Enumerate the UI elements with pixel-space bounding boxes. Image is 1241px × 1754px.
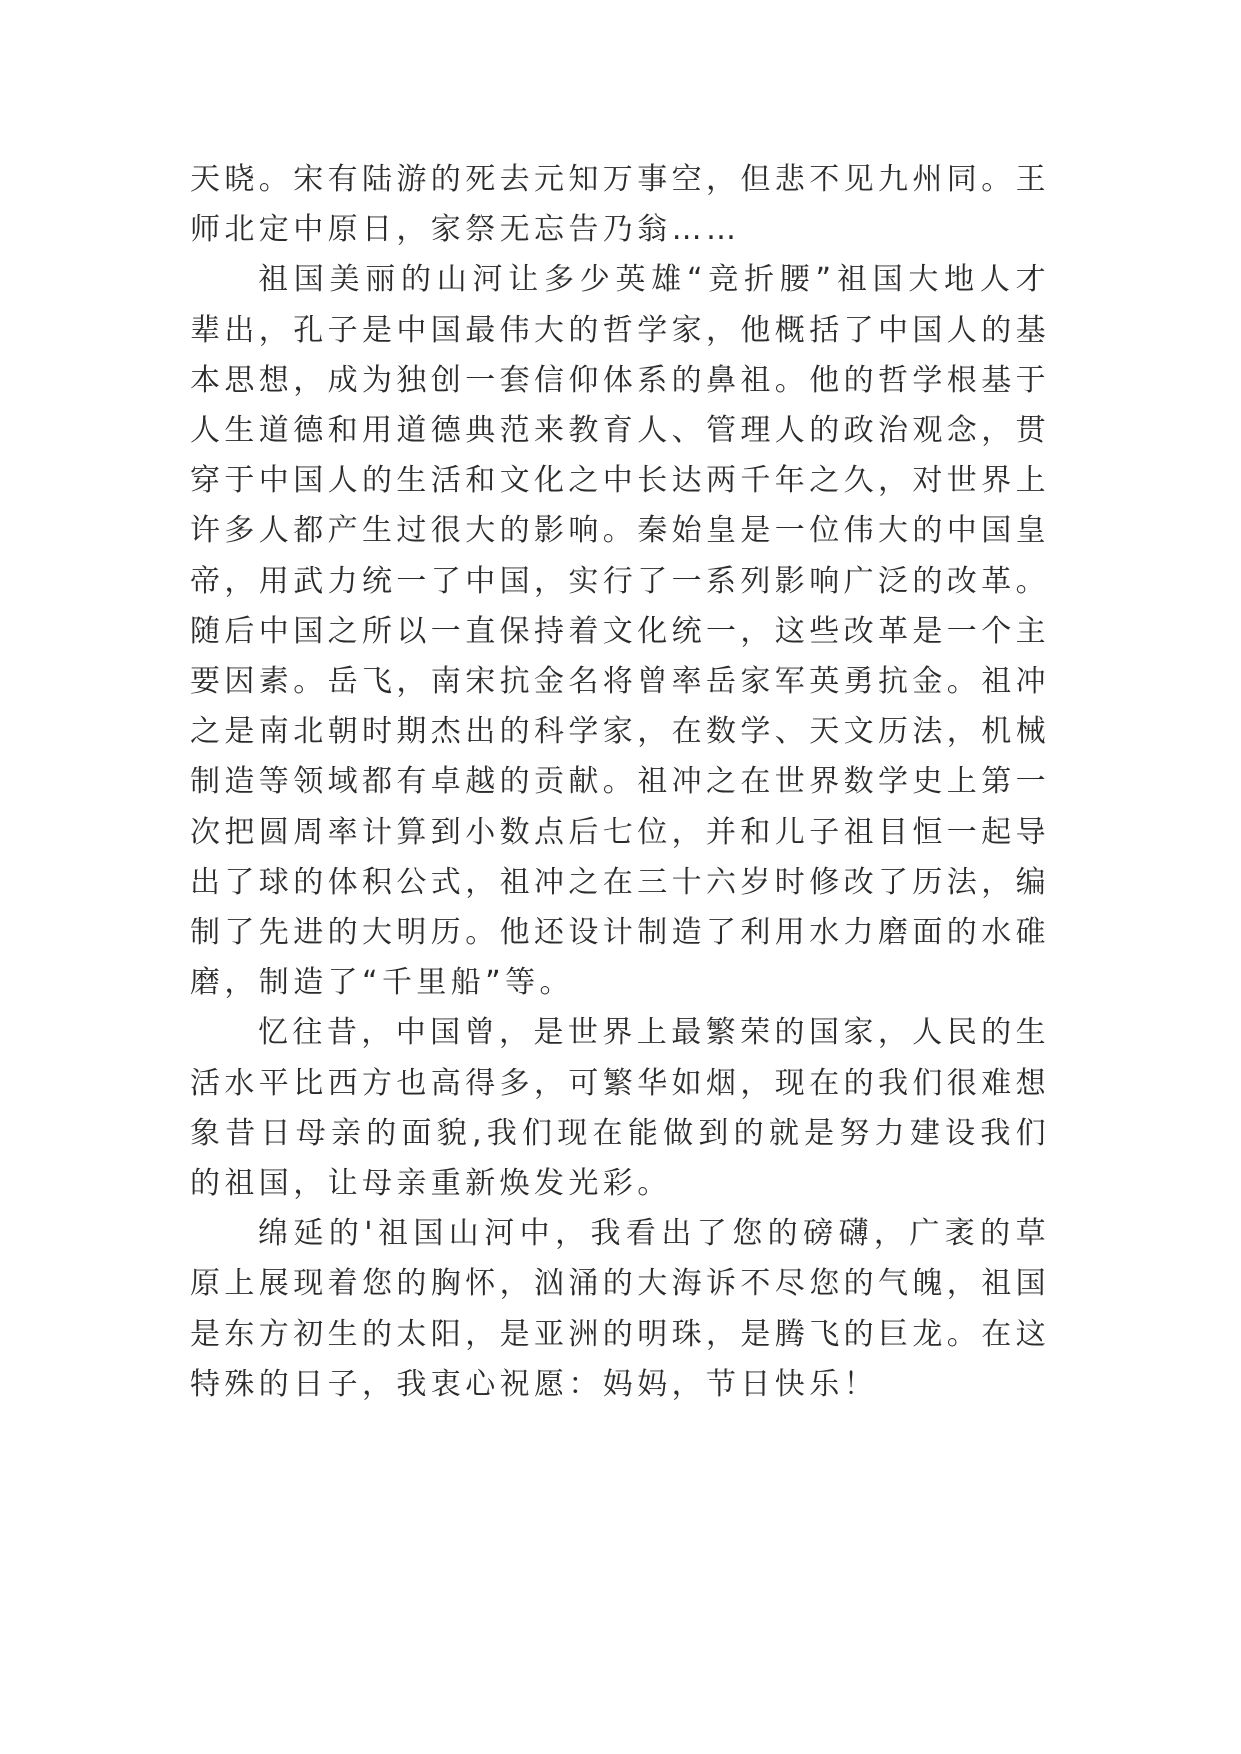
paragraph-1: 天晓。宋有陆游的死去元知万事空，但悲不见九州同。王师北定中原日，家祭无忘告乃翁…… [190,162,1050,248]
paragraph-4: 绵延的'祖国山河中，我看出了您的磅礴，广袤的草原上展现着您的胸怀，汹涌的大海诉不尽您的气魄，祖国是东方初生的太阳，是亚洲的明珠，是腾飞的巨龙。在这特殊的日子，我衷心祝愿：妈妈，节日快乐！ [190,1216,1050,1402]
body-text [190,155,1050,1410]
paragraph-3: 忆往昔，中国曾，是世界上最繁荣的国家，人民的生活水平比西方也高得多，可繁华如烟，现在的我们很难想象昔日母亲的面貌,我们现在能做到的就是努力建设我们的祖国，让母亲重新焕发光彩。 [190,1015,1050,1202]
paragraph-2: 祖国美丽的山河让多少英雄“竞折腰”祖国大地人才辈出，孔子是中国最伟大的哲学家，他概括了中国人的基本思想，成为独创一套信仰体系的鼻祖。他的哲学根基于人生道德和用道德典范来教育人、管理人的政治观念，贯穿于中国人的生活和文化之中长达两千年之久，对世界上许多人都产生过很大的影响。秦始皇是一位伟大的中国皇帝，用武力统一了中国，实行了一系列影响广泛的改革。随后中国之所以一直保持着文化统一，这些改革是一个主要因素。岳飞，南宋抗金名将曾率岳家军英勇抗金。祖冲之是南北朝时期杰出的科学家，在数学、天文历法，机械制造等领域都有卓越的贡献。祖冲之在世界数学史上第一次把圆周率计算到小数点后七位，并和儿子祖目恒一起导出了球的体积公式，祖冲之在三十六岁时修改了历法，编制了先进的大明历。他还设计制造了利用水力磨面的水碓磨，制造了“千里船”等。 [190,262,1050,1001]
